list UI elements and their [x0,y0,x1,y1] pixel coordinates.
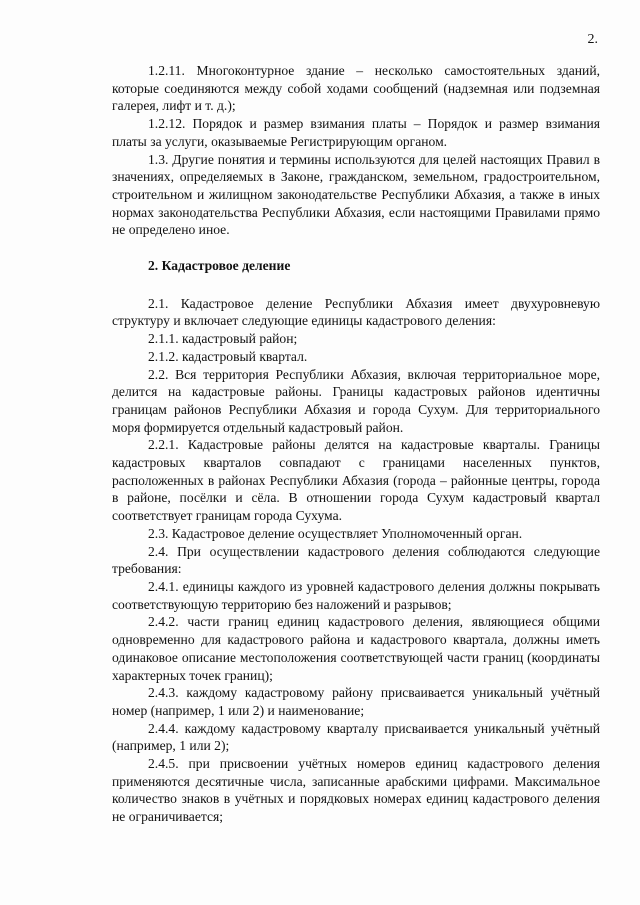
paragraph-2-4-1: 2.4.1. единицы каждого из уровней кадастрового деления должны покрывать соответствующую территорию без наложений и разрывов; [112,578,600,612]
paragraph-2-4-4: 2.4.4. каждому кадастровому кварталу присваивается уникальный учётный (например, 1 или 2); [112,720,600,754]
page-number: 2. [587,32,598,47]
paragraph-2-4: 2.4. При осуществлении кадастрового деления соблюдаются следующие требования: [112,543,600,577]
paragraph-2-2: 2.2. Вся территория Республики Абхазия, включая территориальное море, делится на кадастровые районы. Границы кадастровых районов идентичны границам районов Республики Абхазия и города Сухум. Для территориального моря формируется отдельный кадастровый район. [112,366,600,435]
paragraph-1-3: 1.3. Другие понятия и термины используются для целей настоящих Правил в значениях, определяемых в Законе, гражданском, земельном, градостроительном, строительном и жилищном законодательстве Республики Абхазия, а также в иных нормах законодательства Республики Абхазия, если настоящими Правилами прямо не определено иное. [112,151,600,238]
paragraph-1-2-12: 1.2.12. Порядок и размер взимания платы – Порядок и размер взимания платы за услуги, оказываемые Регистрирующим органом. [112,116,600,149]
section-heading: 2. Кадастровое деление [148,258,291,274]
paragraph-2-1-1: 2.1.1. кадастровый район; [148,331,298,347]
paragraph-2-1: 2.1. Кадастровое деление Республики Абхазия имеет двухуровневую структуру и включает следующие единицы кадастрового деления: [112,295,600,329]
paragraph-2-2-1: 2.2.1. Кадастровые районы делятся на кадастровые кварталы. Границы кадастровых кварталов совпадают с границами населенных пунктов, расположенных в районах Республики Абхазия (города – районные центры, города в районе, посёлки и сёла. В отношении города Сухум кадастровый квартал соответствует границам города Сухума. [112,437,600,524]
paragraph-2-4-3: 2.4.3. каждому кадастровому району присваивается уникальный учётный номер (например, 1 или 2) и наименование; [112,685,600,718]
paragraph-2-4-2: 2.4.2. части границ единиц кадастрового деления, являющиеся общими одновременно для кадастрового района и кадастрового квартала, должны иметь одинаковое описание местоположения соответствующей части границ (координаты характерных точек границ); [112,614,600,683]
document-body [112,62,600,826]
paragraph-2-4-5: 2.4.5. при присвоении учётных номеров единиц кадастрового деления применяются десятичные числа, записанные арабскими цифрами. Максимальное количество знаков в учётных и порядковых номерах единиц кадастрового деления не ограничивается; [112,756,600,825]
paragraph-2-1-2: 2.1.2. кадастровый квартал. [148,348,308,364]
paragraph-2-3: 2.3. Кадастровое деление осуществляет Уполномоченный орган. [148,525,523,541]
paragraph-1-2-11: 1.2.11. Многоконтурное здание – несколько самостоятельных зданий, которые соединяются между собой ходами сообщений (надземная или подземная галерея, лифт и т. д.); [112,63,600,114]
